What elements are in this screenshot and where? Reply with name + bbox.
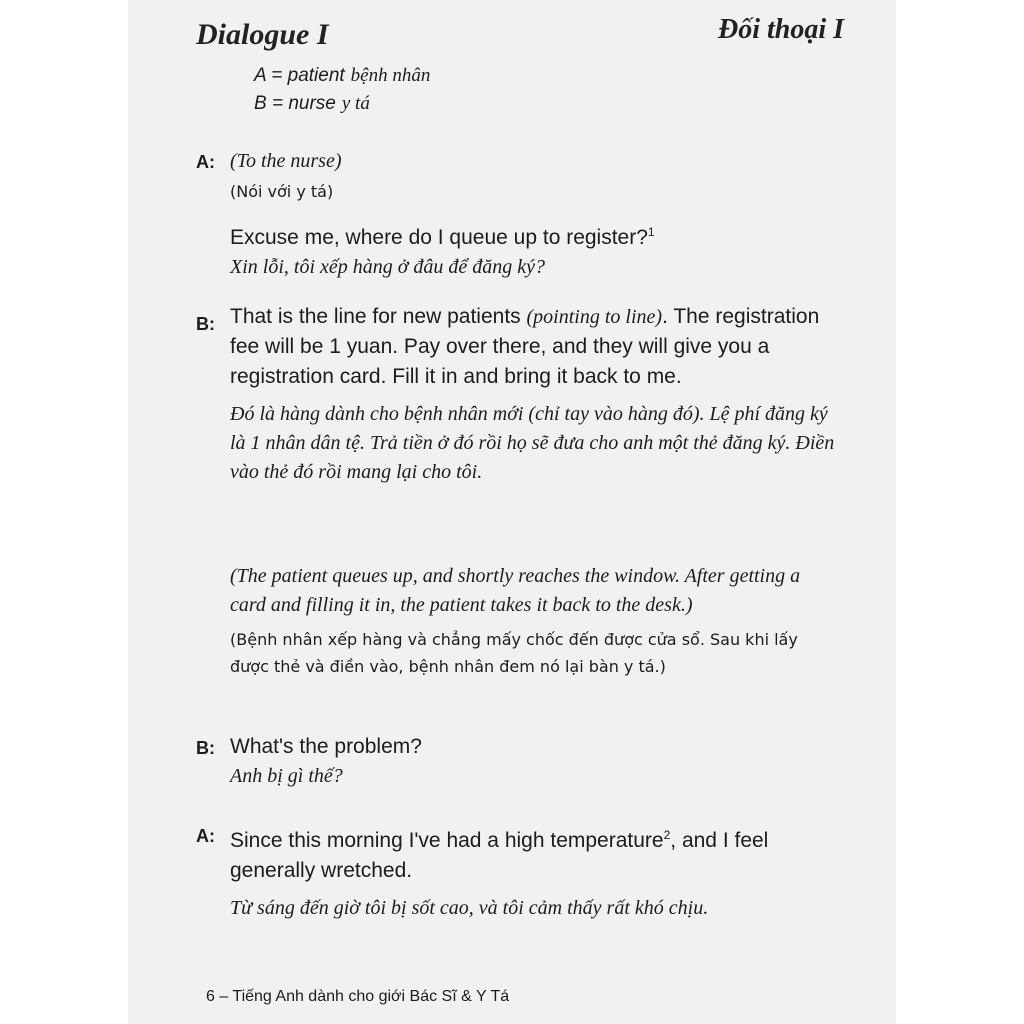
english-text: Excuse me, where do I queue up to register? bbox=[230, 226, 648, 249]
english-line bbox=[230, 302, 840, 392]
english-text: Since this morning I've had a high temperature bbox=[230, 829, 664, 852]
speaker-label: B: bbox=[196, 738, 215, 758]
english-text-rest: , and I feel generally wretched. bbox=[230, 829, 769, 882]
speaker-label: A: bbox=[196, 826, 215, 846]
stage-direction-inline: (pointing to line) bbox=[526, 306, 663, 328]
english-line bbox=[230, 820, 840, 886]
narrative-vi: (Bệnh nhân xếp hàng và chẳng mấy chốc đến được cửa sổ. Sau khi lấy được thẻ và điền vào, bệnh nhân đem nó lại bàn y tá.) bbox=[230, 630, 798, 676]
legend-vn: bệnh nhân bbox=[350, 65, 431, 86]
dialogue-title-vn: Đối thoại I bbox=[717, 14, 844, 45]
english-text-rest: . The registration fee will be 1 yuan. Pay over there, and they will give you a registration card. Fill it in and bring it back to me. bbox=[230, 305, 820, 388]
english-line bbox=[230, 217, 840, 253]
vietnamese-line: Xin lỗi, tôi xếp hàng ở đâu để đăng ký? bbox=[230, 256, 546, 278]
utterance-b1 bbox=[230, 302, 840, 487]
narrative-note bbox=[230, 562, 840, 680]
book-page bbox=[128, 0, 896, 1024]
stage-direction-en: (To the nurse) bbox=[230, 150, 342, 172]
speaker-label: A: bbox=[196, 152, 215, 172]
vietnamese-line: Anh bị gì thế? bbox=[230, 765, 343, 787]
stage-direction-vi: (Nói với y tá) bbox=[230, 182, 334, 201]
english-line: What's the problem? bbox=[230, 735, 422, 758]
page-footer: 6 – Tiếng Anh dành cho giới Bác Sĩ & Y Tá bbox=[206, 988, 510, 1005]
english-text: That is the line for new patients bbox=[230, 305, 521, 328]
narrative-en: (The patient queues up, and shortly reaches the window. After getting a card and filling it in, the patient takes it back to the desk.) bbox=[230, 565, 801, 616]
vietnamese-line: Đó là hàng dành cho bệnh nhân mới (chỉ tay vào hàng đó). Lệ phí đăng ký là 1 nhân dân tệ. Trả tiền ở đó rồi họ sẽ đưa cho anh một thẻ đăng ký. Điền vào thẻ đó rồi mang lại cho tôi. bbox=[230, 403, 835, 483]
utterance-b2 bbox=[230, 732, 840, 791]
dialogue-title: Dialogue I bbox=[196, 18, 329, 51]
utterance-a1 bbox=[230, 146, 840, 282]
legend-code: A = patient bbox=[254, 65, 345, 86]
footnote-marker: 2 bbox=[663, 828, 671, 842]
utterance-a2 bbox=[230, 820, 840, 923]
footnote-marker: 1 bbox=[647, 225, 655, 239]
vietnamese-line: Từ sáng đến giờ tôi bị sốt cao, và tôi cảm thấy rất khó chịu. bbox=[230, 897, 709, 919]
legend-code: B = nurse bbox=[254, 93, 336, 114]
legend-nurse bbox=[254, 92, 370, 115]
speaker-label: B: bbox=[196, 314, 215, 334]
legend-vn: y tá bbox=[341, 93, 370, 114]
legend-patient bbox=[254, 64, 430, 87]
